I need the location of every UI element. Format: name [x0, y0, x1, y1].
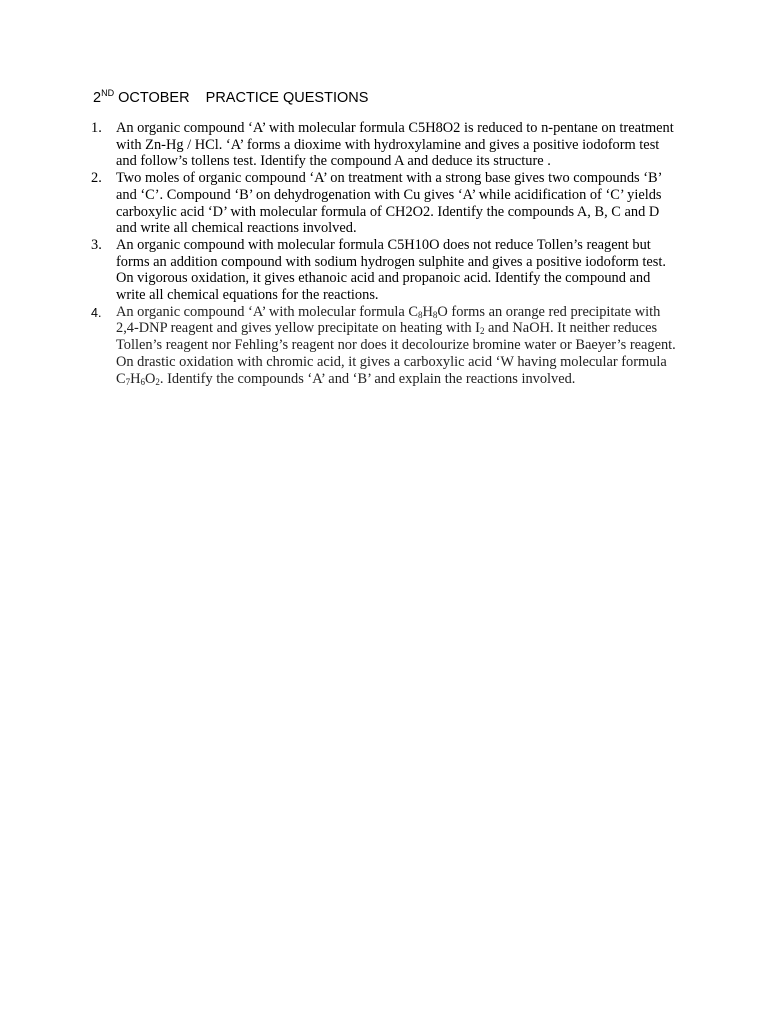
text-run: H — [422, 303, 433, 320]
text-run: O — [145, 370, 156, 387]
heading-text: OCTOBER PRACTICE QUESTIONS — [114, 90, 369, 106]
question-item-3 — [91, 237, 681, 304]
question-list — [91, 120, 681, 387]
subscript: 8 — [432, 309, 438, 320]
question-number: 1. — [91, 120, 102, 136]
subscript: 2 — [155, 376, 160, 387]
question-item-1 — [91, 120, 681, 170]
question-text: Two moles of organic compound ‘A’ on treatment with a strong base gives two compounds ‘B’ and ‘C’. Compound ‘B’ on dehydrogenation with Cu gives ‘A’ while acidification of ‘C’ yields carboxylic acid ‘D’ with molecular formula of CH2O2. Identify the compounds A, B, C and D and write all chemical reactions involved. — [116, 170, 662, 237]
text-run: An organic compound ‘A’ with molecular formula C — [116, 303, 418, 320]
subscript: 6 — [140, 376, 146, 387]
question-item-4 — [91, 304, 681, 388]
page-title — [93, 88, 368, 108]
question-number: 4. — [91, 305, 102, 320]
question-number: 2. — [91, 170, 102, 187]
text-run: O forms an orange red precipitate with 2,4-DNP reagent and gives yellow precipitate on heating with I — [116, 303, 661, 337]
subscript: 8 — [418, 309, 423, 320]
text-run: and NaOH. It neither reduces Tollen’s reagent nor Fehling’s reagent nor does it decolourize bromine water or Baeyer’s reagent. On drastic oxidation with chromic acid, it gives a carboxylic acid ‘W having molecular formula C — [116, 320, 676, 387]
subscript: 7 — [125, 376, 131, 387]
question-item-2 — [91, 170, 681, 237]
heading-day: 2 — [93, 90, 102, 106]
heading-day-suffix: ND — [101, 88, 115, 98]
text-run: . Identify the compounds ‘A’ and ‘B’ and explain the reactions involved. — [159, 370, 576, 387]
text-run: H — [130, 370, 141, 387]
subscript: 2 — [479, 326, 485, 337]
question-text — [116, 304, 681, 388]
question-number: 3. — [91, 236, 102, 253]
question-text: An organic compound with molecular formula C5H10O does not reduce Tollen’s reagent but forms an addition compound with sodium hydrogen sulphite and gives a positive iodoform test. On vigorous oxidation, it gives ethanoic acid and propanoic acid. Identify the compound and write all chemical equations for the reactions. — [116, 236, 666, 304]
question-text: An organic compound ‘A’ with molecular formula C5H8O2 is reduced to n-pentane on treatment with Zn-Hg / HCl. ‘A’ forms a dioxime with hydroxylamine and gives a positive iodoform test and follow’s tollens test. Identify the compound A and deduce its structure . — [116, 120, 674, 170]
